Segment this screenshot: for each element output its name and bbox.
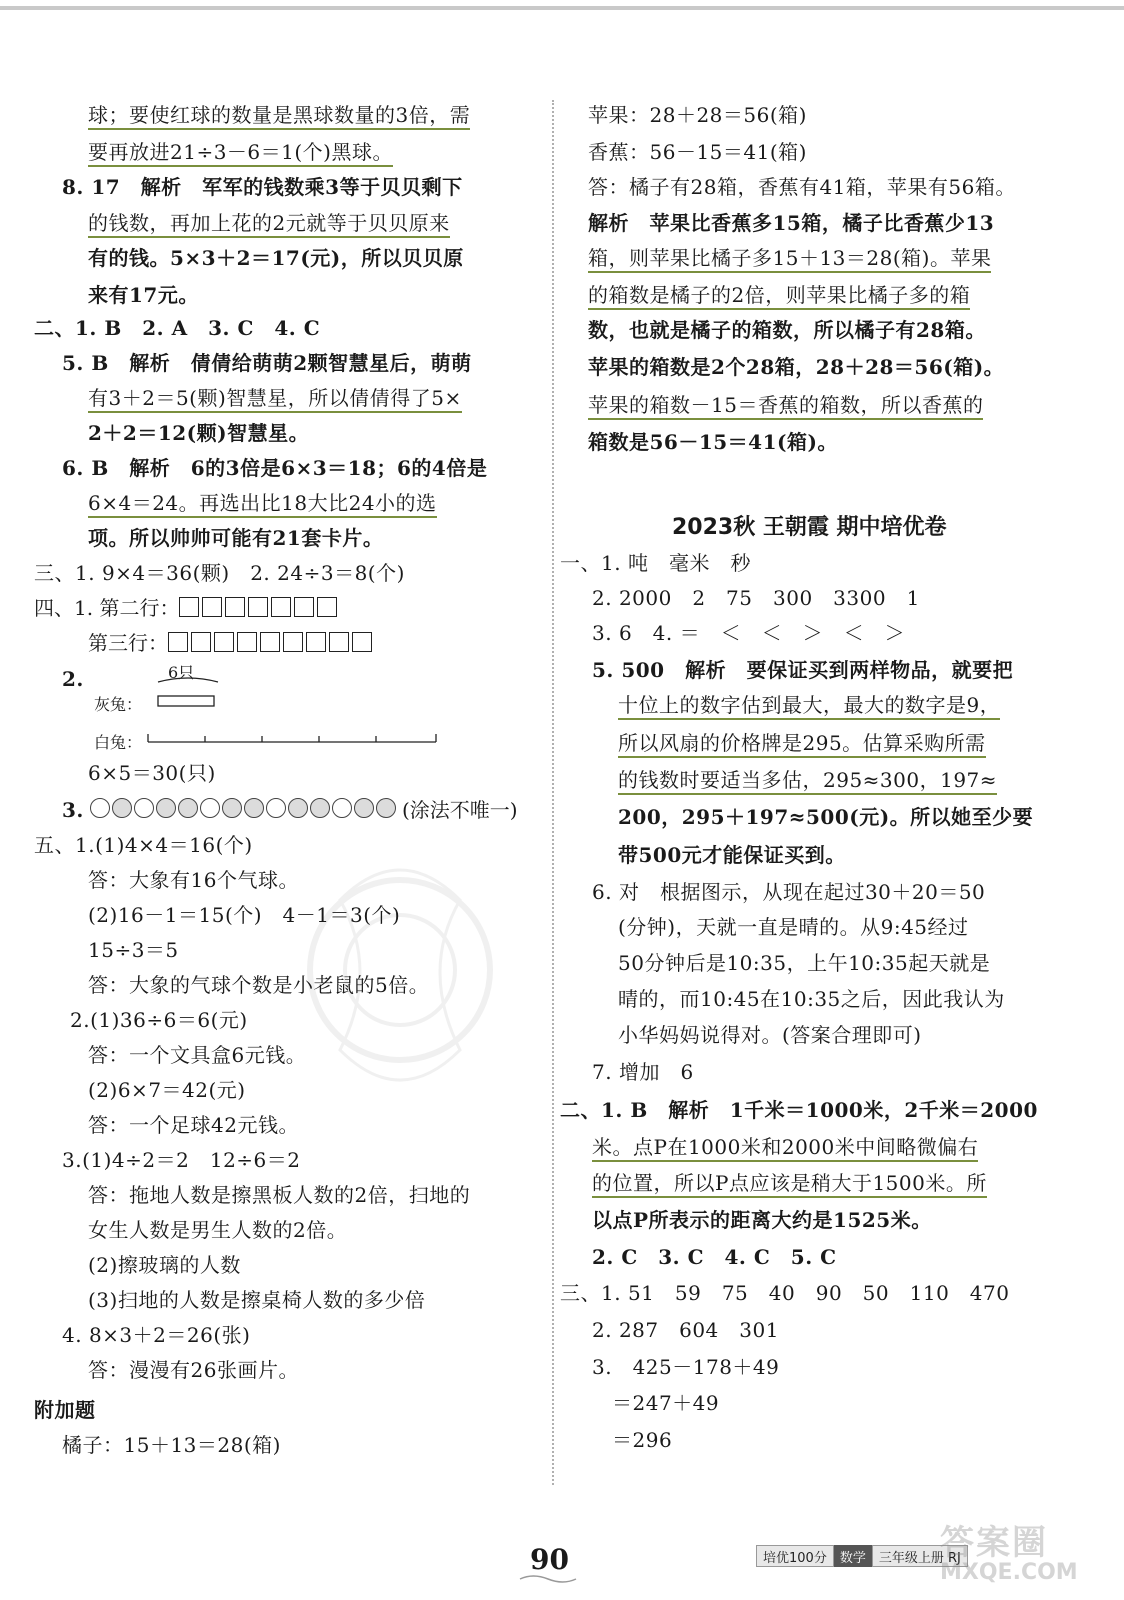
left-line: 5. B 解析 倩倩给萌萌2颗智慧星后，萌萌 (62, 351, 472, 375)
left-heading: 附加题 (34, 1398, 96, 1422)
right-line: ＝296 (612, 1428, 673, 1452)
left-line: 15÷3＝5 (88, 938, 179, 962)
right-line: (分钟)，天就一直是晴的。从9:45经过 (618, 915, 969, 939)
footer-badge (756, 1545, 968, 1567)
watermark: 答案圈 MXQE.COM (940, 1523, 1078, 1585)
left-line: 答：大象有16个气球。 (88, 868, 299, 892)
apple-icon (288, 798, 308, 818)
diagram-note: (涂法不唯一) (402, 797, 518, 822)
top-rule (0, 6, 1124, 10)
right-line: 2. 287 604 301 (592, 1318, 779, 1342)
right-line: 晴的，而10:45在10:35之后，因此我认为 (618, 987, 1005, 1011)
apple-icon (310, 798, 330, 818)
right-line: 所以风扇的价格牌是295。估算采购所需 (618, 728, 986, 758)
left-line: 2.(1)36÷6＝6(元) (70, 1008, 248, 1032)
left-line: 来有17元。 (88, 283, 199, 307)
left-line: 2. (62, 667, 84, 691)
column-divider (552, 100, 554, 1485)
right-line: 的钱数时要适当多估，295≈300，197≈ (618, 765, 997, 795)
page-number: 90 (530, 1543, 569, 1576)
footer-subject: 数学 (834, 1545, 872, 1567)
left-line: (2)6×7＝42(元) (88, 1078, 246, 1102)
apple-icon (376, 798, 396, 818)
right-line: 香蕉：56－15＝41(箱) (588, 140, 807, 164)
right-line: 以点P所表示的距离大约是1525米。 (592, 1208, 932, 1232)
white-rabbit-label: 白兔： (94, 733, 143, 752)
left-line: 球；要使红球的数量是黑球数量的3倍，需 (88, 100, 470, 130)
left-line: 答：漫漫有26张画片。 (88, 1358, 299, 1382)
right-line: ＝247＋49 (612, 1391, 720, 1415)
left-line: 答：一个足球42元钱。 (88, 1113, 299, 1137)
right-line: 箱，则苹果比橘子多15＋13＝28(箱)。苹果 (588, 243, 991, 273)
left-line: 6×5＝30(只) (88, 761, 216, 785)
right-line: 答：橘子有28箱，香蕉有41箱，苹果有56箱。 (588, 175, 1016, 199)
apple-icon (222, 798, 242, 818)
right-line: 200，295＋197≈500(元)。所以她至少要 (618, 805, 1034, 829)
left-line: 橘子：15＋13＝28(箱) (62, 1433, 281, 1457)
left-line: 8. 17 解析 军军的钱数乘3等于贝贝剩下 (62, 175, 463, 199)
right-line: 5. 500 解析 要保证买到两样物品，就要把 (592, 658, 1014, 682)
apple-row (90, 795, 518, 821)
left-line: 有的钱。5×3＋2＝17(元)，所以贝贝原 (88, 246, 464, 270)
left-line: (3)扫地的人数是擦桌椅人数的多少倍 (88, 1288, 426, 1312)
gray-rabbit-label: 灰兔： (94, 695, 143, 714)
right-line: 二、1. B 解析 1千米＝1000米，2千米＝2000 (560, 1098, 1038, 1122)
apple-icon (244, 798, 264, 818)
right-line: 米。点P在1000米和2000米中间略微偏右 (592, 1132, 978, 1162)
apple-icon (266, 798, 286, 818)
left-line: 6. B 解析 6的3倍是6×3＝18；6的4倍是 (62, 456, 488, 480)
footer-grade: 三年级上册 RJ (872, 1545, 968, 1567)
right-line: 3. 6 4. ＝ ＜ ＜ ＞ ＜ ＞ (592, 621, 906, 645)
right-line: 7. 增加 6 (592, 1060, 694, 1084)
right-line: 三、1. 51 59 75 40 90 50 110 470 (560, 1281, 1010, 1305)
left-line: 3.(1)4÷2＝2 12÷6＝2 (62, 1148, 301, 1172)
left-line: 三、1. 9×4＝36(颗) 2. 24÷3＝8(个) (34, 561, 405, 585)
right-line: 数，也就是橘子的箱数，所以橘子有28箱。 (588, 318, 986, 342)
apple-icon (112, 798, 132, 818)
right-line: 十位上的数字估到最大，最大的数字是9， (618, 690, 1000, 720)
footer-brand: 培优100分 (756, 1545, 834, 1567)
right-line: 6. 对 根据图示，从现在起过30＋20＝50 (592, 880, 986, 904)
left-line: 项。所以帅帅可能有21套卡片。 (88, 526, 384, 550)
rabbit-bar-diagram (88, 660, 448, 750)
right-line: 小华妈妈说得对。(答案合理即可) (618, 1023, 922, 1047)
bar-lines (88, 660, 448, 750)
left-line: (2)擦玻璃的人数 (88, 1253, 241, 1277)
left-line: 3. (62, 798, 84, 822)
right-line: 2. 2000 2 75 300 3300 1 (592, 586, 920, 610)
section-title: 2023秋 王朝霞 期中培优卷 (672, 515, 947, 540)
row-three-boxes: 第三行： (88, 628, 375, 658)
left-line: 五、1.(1)4×4＝16(个) (34, 833, 253, 857)
right-line: 的箱数是橘子的2倍，则苹果比橘子多的箱 (588, 280, 970, 310)
right-line: 苹果的箱数－15＝香蕉的箱数，所以香蕉的 (588, 390, 983, 420)
apple-icon (200, 798, 220, 818)
right-line: 苹果的箱数是2个28箱，28＋28＝56(箱)。 (588, 355, 1005, 379)
apple-icon (134, 798, 154, 818)
row-two-boxes: 四、1. 第二行： (34, 593, 340, 623)
left-line: 的钱数，再加上花的2元就等于贝贝原来 (88, 208, 450, 238)
left-line: 答：大象的气球个数是小老鼠的5倍。 (88, 973, 430, 997)
left-line: 4. 8×3＋2＝26(张) (62, 1323, 251, 1347)
left-line: 二、1. B 2. A 3. C 4. C (34, 316, 321, 340)
right-line: 解析 苹果比香蕉多15箱，橘子比香蕉少13 (588, 211, 995, 235)
right-line: 50分钟后是10:35，上午10:35起天就是 (618, 951, 991, 975)
apple-icon (90, 798, 110, 818)
left-line: 答：拖地人数是擦黑板人数的2倍，扫地的 (88, 1183, 471, 1207)
apple-icon (156, 798, 176, 818)
right-line: 箱数是56－15＝41(箱)。 (588, 430, 838, 454)
apple-icon (332, 798, 352, 818)
apple-icon (354, 798, 374, 818)
left-line: 6×4＝24。再选出比18大比24小的选 (88, 488, 437, 518)
left-line: 要再放进21÷3－6＝1(个)黑球。 (88, 137, 393, 167)
left-line: (2)16－1＝15(个) 4－1＝3(个) (88, 903, 401, 927)
right-line: 苹果：28＋28＝56(箱) (588, 103, 807, 127)
right-line: 2. C 3. C 4. C 5. C (592, 1245, 837, 1269)
diagram-count-label: 6只 (168, 663, 195, 682)
left-line: 答：一个文具盒6元钱。 (88, 1043, 307, 1067)
apple-icon (178, 798, 198, 818)
left-line: 女生人数是男生人数的2倍。 (88, 1218, 348, 1242)
left-line: 2＋2＝12(颗)智慧星。 (88, 421, 310, 445)
right-line: 3. 425－178＋49 (592, 1355, 780, 1379)
right-line: 的位置，所以P点应该是稍大于1500米。所 (592, 1168, 987, 1198)
wave-ornament-icon (518, 1573, 578, 1583)
left-line: 有3＋2＝5(颗)智慧星，所以倩倩得了5× (88, 383, 462, 413)
right-line: 一、1. 吨 毫米 秒 (560, 551, 751, 575)
right-line: 带500元才能保证买到。 (618, 843, 846, 867)
